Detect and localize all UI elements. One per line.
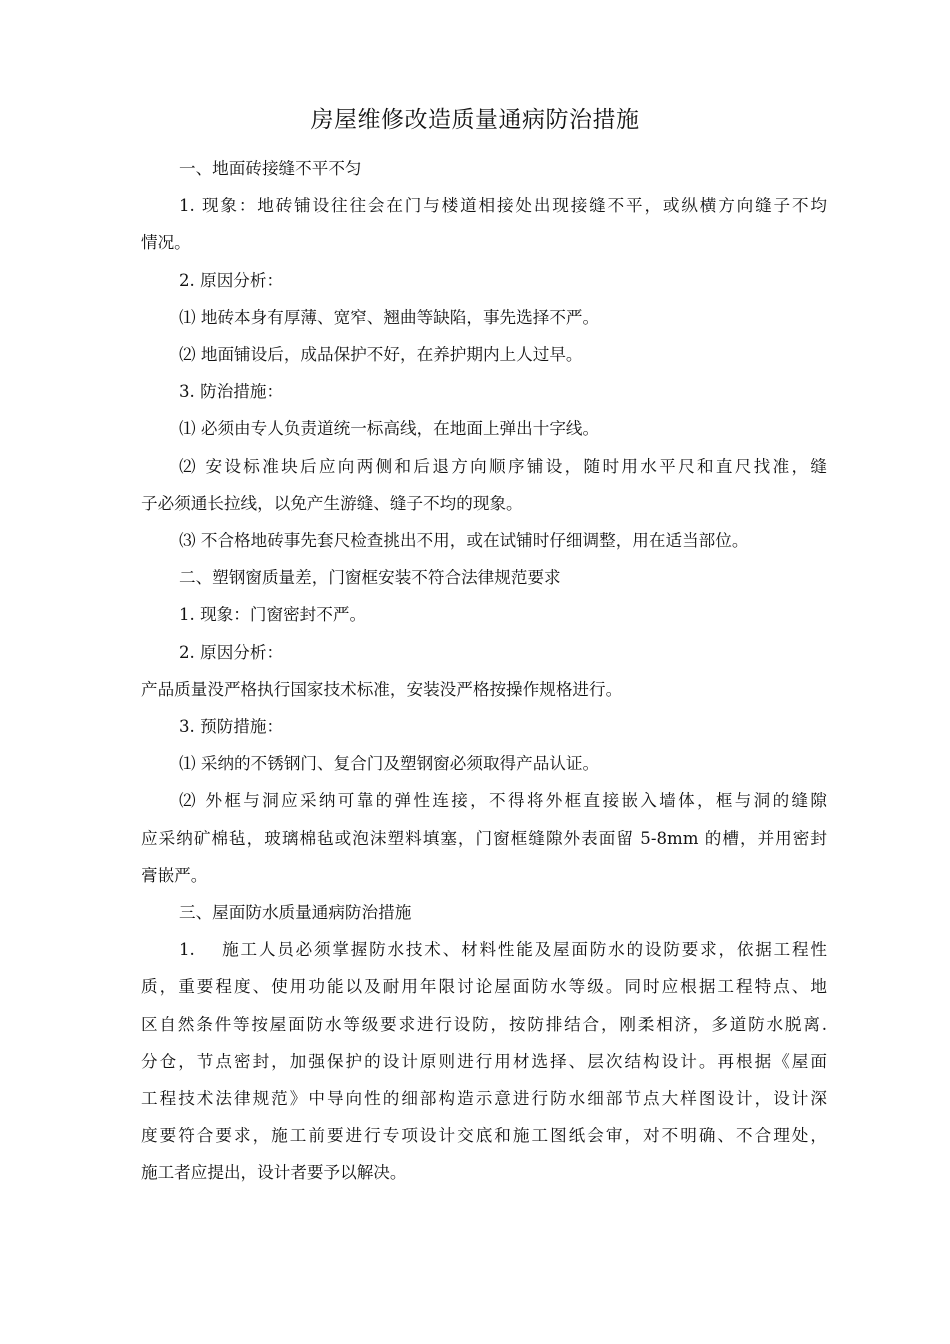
paragraph-line: 情况。	[141, 233, 191, 253]
paragraph-line: 产品质量没严格执行国家技术标准，安装没严格按操作规格进行。	[141, 679, 623, 699]
subheading: 2. 原因分析：	[179, 270, 284, 290]
document-title: 房屋维修改造质量通病防治措施	[310, 107, 640, 133]
paragraph-line: 质，重要程度、使用功能以及耐用年限讨论屋面防水等级。同时应根据工程特点、地	[141, 977, 827, 997]
paragraph-line: 度要符合要求，施工前要进行专项设计交底和施工图纸会审，对不明确、不合理处，	[141, 1126, 827, 1146]
list-item: ⑴ 地砖本身有厚薄、宽窄、翘曲等缺陷，事先选择不严。	[179, 307, 600, 327]
paragraph-line: 1. 施工人员必须掌握防水技术、材料性能及屋面防水的设防要求，依据工程性	[179, 940, 827, 960]
paragraph-line: 1. 现象：地砖铺设往往会在门与楼道相接处出现接缝不平，或纵横方向缝子不均	[179, 196, 827, 216]
list-item-continuation: 子必须通长拉线，以免产生游缝、缝子不均的现象。	[141, 493, 523, 513]
list-item: ⑵ 安设标准块后应向两侧和后退方向顺序铺设，随时用水平尺和直尺找准，缝	[179, 456, 827, 476]
section-heading-3: 三、屋面防水质量通病防治措施	[179, 903, 412, 923]
list-item: ⑴ 必须由专人负责道统一标高线，在地面上弹出十字线。	[179, 419, 600, 439]
list-item: ⑴ 采纳的不锈钢门、复合门及塑钢窗必须取得产品认证。	[179, 754, 600, 774]
list-item: ⑵ 地面铺设后，成品保护不好，在养护期内上人过早。	[179, 345, 583, 365]
list-item-continuation: 应采纳矿棉毡，玻璃棉毡或泡沫塑料填塞，门窗框缝隙外表面留 5-8mm 的槽，并用密封	[141, 828, 827, 848]
list-item: ⑶ 不合格地砖事先套尺检查挑出不用，或在试铺时仔细调整，用在适当部位。	[179, 531, 749, 551]
paragraph-line: 区自然条件等按屋面防水等级要求进行设防，按防排结合，刚柔相济，多道防水脱离.	[141, 1014, 827, 1034]
list-item-continuation: 膏嵌严。	[141, 865, 208, 885]
paragraph-line: 工程技术法律规范》中导向性的细部构造示意进行防水细部节点大样图设计，设计深	[141, 1089, 827, 1109]
section-heading-1: 一、地面砖接缝不平不匀	[179, 159, 362, 178]
list-item: ⑵ 外框与洞应采纳可靠的弹性连接，不得将外框直接嵌入墙体，框与洞的缝隙	[179, 791, 827, 811]
paragraph-line: 1. 现象：门窗密封不严。	[179, 605, 367, 625]
document-body	[141, 150, 827, 1192]
subheading: 3. 预防措施：	[179, 717, 284, 737]
section-heading-2: 二、塑钢窗质量差，门窗框安装不符合法律规范要求	[179, 568, 561, 588]
paragraph-line: 分仓，节点密封，加强保护的设计原则进行用材选择、层次结构设计。再根据《屋面	[141, 1051, 827, 1071]
subheading: 3. 防治措施：	[179, 382, 284, 402]
subheading: 2. 原因分析：	[179, 642, 284, 662]
paragraph-line: 施工者应提出，设计者要予以解决。	[141, 1163, 407, 1183]
